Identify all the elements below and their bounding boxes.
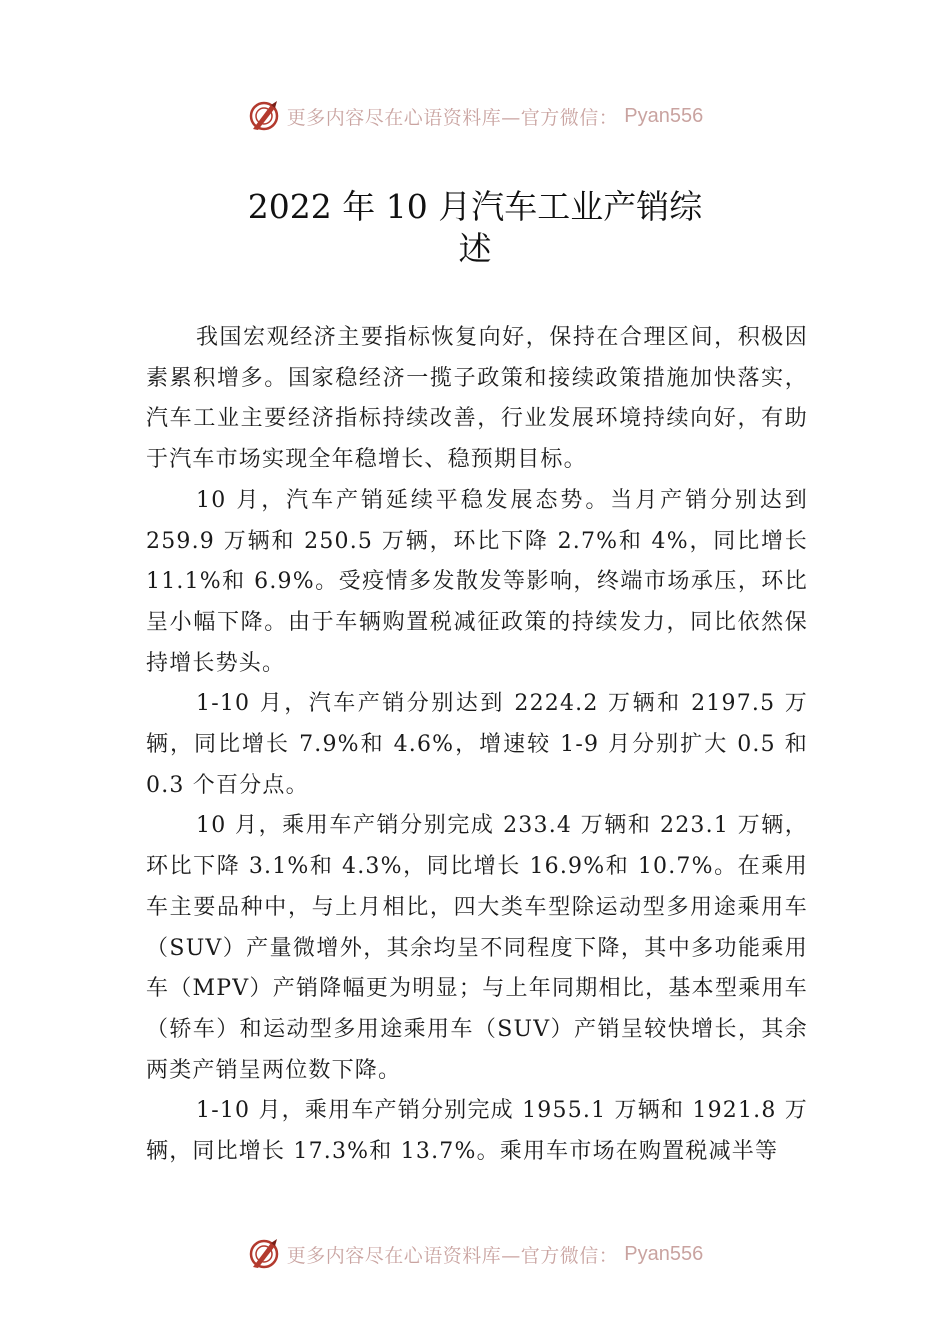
- watermark-wechat-id: Pyan556: [624, 1242, 704, 1265]
- paragraph: 我国宏观经济主要指标恢复向好，保持在合理区间，积极因素累积增多。国家稳经济一揽子政策和接续政策措施加快落实，汽车工业主要经济指标持续改善，行业发展环境持续向好，有助于汽车市场实现全年稳增长、稳预期目标。: [146, 325, 808, 473]
- paragraph: 10 月，乘用车产销分别完成 233.4 万辆和 223.1 万辆，环比下降 3.1%和 4.3%，同比增长 16.9%和 10.7%。在乘用车主要品种中，与上月相比，四大类车型除运动型多用途乘用车（SUV）产量微增外，其余均呈不同程度下降，其中多功能乘用车（MPV）产销降幅更为明显；与上年同期相比，基本型乘用车（轿车）和运动型多用途乘用车（SUV）产销呈较快增长，其余两类产销呈两位数下降。: [146, 813, 808, 1083]
- watermark-banner-bottom: [0, 1234, 950, 1274]
- paragraph: 10 月，汽车产销延续平稳发展态势。当月产销分别达到 259.9 万辆和 250.5 万辆，环比下降 2.7%和 4%，同比增长 11.1%和 6.9%。受疫情多发散发等影响，终端市场承压，环比呈小幅下降。由于车辆购置税减征政策的持续发力，同比依然保持增长势头。: [146, 487, 808, 676]
- watermark-banner-top: [0, 96, 950, 136]
- document-body: [146, 318, 808, 1173]
- watermark-text: 更多内容尽在心语资料库—官方微信：: [286, 1244, 619, 1267]
- quill-seal-icon: [247, 99, 281, 133]
- quill-seal-icon: [247, 1237, 281, 1271]
- document-title: [0, 186, 950, 270]
- paragraph: 1-10 月，汽车产销分别达到 2224.2 万辆和 2197.5 万辆，同比增长 7.9%和 4.6%，增速较 1-9 月分别扩大 0.5 和 0.3 个百分点。: [146, 691, 808, 798]
- title-line-2: 述: [458, 229, 492, 268]
- title-line-1: 2022 年 10 月汽车工业产销综: [247, 187, 703, 226]
- watermark-text: 更多内容尽在心语资料库—官方微信：: [286, 106, 619, 129]
- watermark-wechat-id: Pyan556: [624, 104, 704, 127]
- paragraph: 1-10 月，乘用车产销分别完成 1955.1 万辆和 1921.8 万辆，同比增长 17.3%和 13.7%。乘用车市场在购置税减半等: [146, 1098, 808, 1165]
